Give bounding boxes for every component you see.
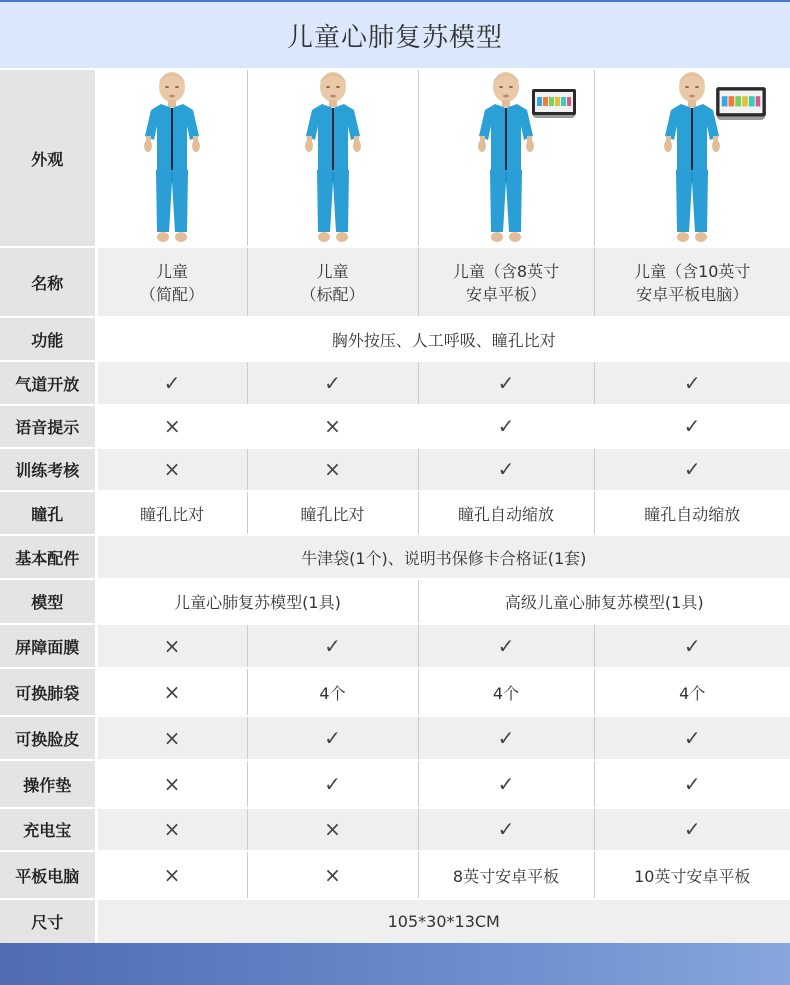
- pupil-cell-4: 瞳孔自动缩放: [594, 491, 790, 535]
- model-cell-basic: 儿童心肺复苏模型(1具): [96, 579, 418, 624]
- table-row-power-bank: [0, 808, 790, 851]
- row-label-face-shield: 屏障面膜: [0, 624, 96, 668]
- check-icon: ✓: [683, 817, 701, 841]
- check-icon: ✓: [497, 414, 515, 438]
- pupil-cell-1: 瞳孔比对: [96, 491, 247, 535]
- tablet-cell-4: 10英寸安卓平板: [594, 851, 790, 899]
- tablet-image: [531, 88, 577, 118]
- check-icon: ✓: [163, 370, 181, 395]
- appearance-cell-2: [247, 69, 418, 247]
- lung-bag-cell-4: 4个: [594, 668, 790, 716]
- check-icon: ✓: [324, 771, 341, 796]
- table-row-mat: [0, 760, 790, 808]
- check-icon: ✓: [683, 633, 701, 658]
- row-label-function: 功能: [0, 317, 96, 361]
- check-icon: ✓: [683, 771, 701, 796]
- check-icon: ✓: [324, 370, 341, 395]
- cross-icon: ×: [163, 679, 181, 704]
- table-row-function: [0, 317, 790, 361]
- check-icon: ✓: [683, 725, 701, 750]
- check-icon: ✓: [497, 725, 515, 750]
- function-value: 胸外按压、人工呼吸、瞳孔比对: [96, 317, 790, 361]
- cross-icon: ×: [163, 633, 181, 658]
- check-icon: ✓: [497, 457, 515, 481]
- row-label-size: 尺寸: [0, 899, 96, 943]
- check-icon: ✓: [683, 414, 701, 438]
- appearance-cell-3: [418, 69, 594, 247]
- row-label-face-skin: 可换脸皮: [0, 716, 96, 760]
- size-value: 105*30*13CM: [96, 899, 790, 943]
- table-row-accessories: [0, 535, 790, 579]
- cross-icon: ×: [324, 862, 341, 887]
- tablet-image: [715, 86, 767, 120]
- cross-icon: ×: [163, 414, 181, 438]
- check-icon: ✓: [497, 370, 515, 395]
- row-label-tablet: 平板电脑: [0, 851, 96, 899]
- lung-bag-cell-3: 4个: [418, 668, 594, 716]
- cross-icon: ×: [163, 862, 181, 887]
- tablet-cell-3: 8英寸安卓平板: [418, 851, 594, 899]
- table-row-size: [0, 899, 790, 943]
- table-row-pupil: [0, 491, 790, 535]
- table-row-lung-bag: [0, 668, 790, 716]
- table-row-model: [0, 579, 790, 624]
- table-row-voice: [0, 405, 790, 448]
- row-label-pupil: 瞳孔: [0, 491, 96, 535]
- check-icon: ✓: [324, 633, 341, 658]
- row-label-appearance: 外观: [0, 69, 96, 247]
- row-label-training: 训练考核: [0, 448, 96, 491]
- cross-icon: ×: [324, 414, 341, 438]
- manikin-image: [419, 70, 594, 246]
- footer-band: [0, 943, 790, 985]
- manikin-image: [595, 70, 790, 246]
- page-title: 儿童心肺复苏模型: [286, 22, 503, 53]
- table-row-airway: [0, 361, 790, 405]
- cross-icon: ×: [324, 817, 341, 841]
- appearance-cell-1: [96, 69, 247, 247]
- check-icon: ✓: [497, 633, 515, 658]
- pupil-cell-2: 瞳孔比对: [247, 491, 418, 535]
- check-icon: ✓: [324, 725, 341, 750]
- table-row-appearance: [0, 69, 790, 247]
- cross-icon: ×: [163, 817, 181, 841]
- page-header: [0, 0, 790, 68]
- name-cell-3: 儿童（含8英寸 安卓平板）: [418, 247, 594, 317]
- check-icon: ✓: [497, 771, 515, 796]
- row-label-accessories: 基本配件: [0, 535, 96, 579]
- pupil-cell-3: 瞳孔自动缩放: [418, 491, 594, 535]
- table-row-training: [0, 448, 790, 491]
- appearance-cell-4: [594, 69, 790, 247]
- table-row-tablet: [0, 851, 790, 899]
- cross-icon: ×: [163, 771, 181, 796]
- table-row-name: [0, 247, 790, 317]
- row-label-voice: 语音提示: [0, 405, 96, 448]
- row-label-airway: 气道开放: [0, 361, 96, 405]
- name-cell-2: 儿童 （标配）: [247, 247, 418, 317]
- check-icon: ✓: [683, 370, 701, 395]
- name-cell-4: 儿童（含10英寸 安卓平板电脑）: [594, 247, 790, 317]
- row-label-model: 模型: [0, 579, 96, 624]
- row-label-name: 名称: [0, 247, 96, 317]
- comparison-table: [0, 68, 790, 943]
- cross-icon: ×: [324, 457, 341, 481]
- name-cell-1: 儿童 （简配）: [96, 247, 247, 317]
- check-icon: ✓: [497, 817, 515, 841]
- row-label-mat: 操作垫: [0, 760, 96, 808]
- cross-icon: ×: [163, 457, 181, 481]
- model-cell-advanced: 高级儿童心肺复苏模型(1具): [418, 579, 790, 624]
- table-row-face-shield: [0, 624, 790, 668]
- manikin-image: [98, 70, 247, 246]
- row-label-lung-bag: 可换肺袋: [0, 668, 96, 716]
- manikin-image: [248, 70, 418, 246]
- row-label-power-bank: 充电宝: [0, 808, 96, 851]
- check-icon: ✓: [683, 457, 701, 481]
- table-row-face-skin: [0, 716, 790, 760]
- lung-bag-cell-2: 4个: [247, 668, 418, 716]
- cross-icon: ×: [163, 725, 181, 750]
- accessories-value: 牛津袋(1个)、说明书保修卡合格证(1套): [96, 535, 790, 579]
